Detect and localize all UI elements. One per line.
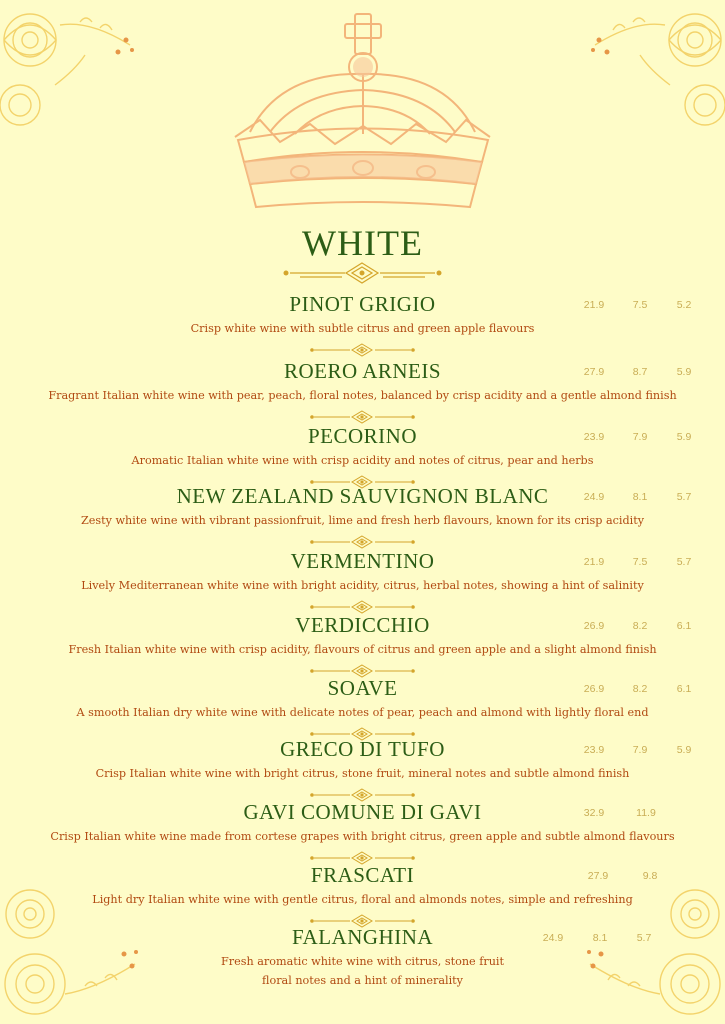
wine-price: 7.9 (632, 431, 648, 443)
wine-name: VERMENTINO (290, 549, 435, 573)
wine-price: 8.7 (632, 366, 648, 378)
wine-name: NEW ZEALAND SAUVIGNON BLANC (176, 484, 549, 508)
wine-price: 26.9 (583, 620, 605, 632)
wine-name: GAVI COMUNE DI GAVI (243, 800, 482, 824)
wine-name: SOAVE (327, 676, 398, 700)
wine-name: FRASCATI (310, 863, 415, 887)
wine-price: 32.9 (583, 807, 605, 819)
wine-price: 7.9 (632, 744, 648, 756)
wine-description: Crisp Italian white wine made from cortese grapes with bright citrus, green apple and subtle almond flavours (50, 830, 675, 843)
wine-name: PECORINO (307, 424, 417, 448)
wine-price: 21.9 (583, 299, 605, 311)
wine-price: 6.1 (676, 683, 692, 695)
wine-price: 27.9 (583, 366, 605, 378)
wine-description: A smooth Italian dry white wine with delicate notes of pear, peach and almond with lightly floral end (76, 706, 649, 719)
floral-corner-top-left-icon (0, 0, 140, 140)
wine-price: 6.1 (676, 620, 692, 632)
wine-name: VERDICCHIO (295, 613, 430, 637)
wine-price: 8.2 (632, 620, 648, 632)
wine-price: 5.7 (676, 556, 692, 568)
wine-price: 5.9 (676, 366, 692, 378)
wine-price: 8.1 (592, 932, 608, 944)
wine-price: 24.9 (583, 491, 605, 503)
floral-corner-top-right-icon (585, 0, 725, 140)
wine-price: 11.9 (636, 807, 656, 819)
wine-description: Zesty white wine with vibrant passionfruit, lime and fresh herb flavours, known for its crisp acidity (80, 514, 645, 527)
wine-description: Aromatic Italian white wine with crisp acidity and notes of citrus, pear and herbs (131, 454, 594, 467)
wine-price: 8.2 (632, 683, 648, 695)
crown-illustration-icon (220, 12, 505, 222)
title-divider-ornament-icon (280, 262, 445, 284)
wine-name: FALANGHINA (291, 925, 434, 949)
wine-description: floral notes and a hint of minerality (262, 974, 463, 987)
divider-ornament-icon (310, 600, 415, 614)
wine-price: 27.9 (587, 870, 609, 882)
wine-description: Crisp Italian white wine with bright citrus, stone fruit, mineral notes and subtle almond finish (95, 767, 630, 780)
wine-price: 7.5 (632, 556, 648, 568)
wine-price: 24.9 (542, 932, 564, 944)
wine-price: 23.9 (583, 744, 605, 756)
wine-description: Crisp white wine with subtle citrus and green apple flavours (190, 322, 535, 335)
wine-name: PINOT GRIGIO (289, 292, 436, 316)
wine-price: 8.1 (632, 491, 648, 503)
divider-ornament-icon (310, 343, 415, 357)
wine-price: 26.9 (583, 683, 605, 695)
wine-description: Light dry Italian white wine with gentle citrus, floral and almonds notes, simple and refreshing (92, 893, 633, 906)
divider-ornament-icon (310, 410, 415, 424)
wine-price: 23.9 (583, 431, 605, 443)
wine-price: 5.9 (676, 431, 692, 443)
wine-description: Fresh Italian white wine with crisp acidity, flavours of citrus and green apple and a slight almond finish (68, 643, 657, 656)
wine-price: 7.5 (632, 299, 648, 311)
wine-price: 5.7 (636, 932, 652, 944)
section-title: WHITE (302, 223, 423, 263)
wine-price: 5.2 (676, 299, 692, 311)
wine-description: Fragrant Italian white wine with pear, peach, floral notes, balanced by crisp acidity and a gentle almond finish (48, 389, 677, 402)
wine-description: Fresh aromatic white wine with citrus, stone fruit (220, 955, 504, 968)
wine-price: 5.9 (676, 744, 692, 756)
wine-price: 5.7 (676, 491, 692, 503)
divider-ornament-icon (310, 535, 415, 549)
wine-price: 9.8 (642, 870, 658, 882)
wine-price: 21.9 (583, 556, 605, 568)
wine-description: Lively Mediterranean white wine with bright acidity, citrus, herbal notes, showing a hint of salinity (81, 579, 644, 592)
wine-name: ROERO ARNEIS (283, 359, 442, 383)
wine-name: GRECO DI TUFO (280, 737, 445, 761)
